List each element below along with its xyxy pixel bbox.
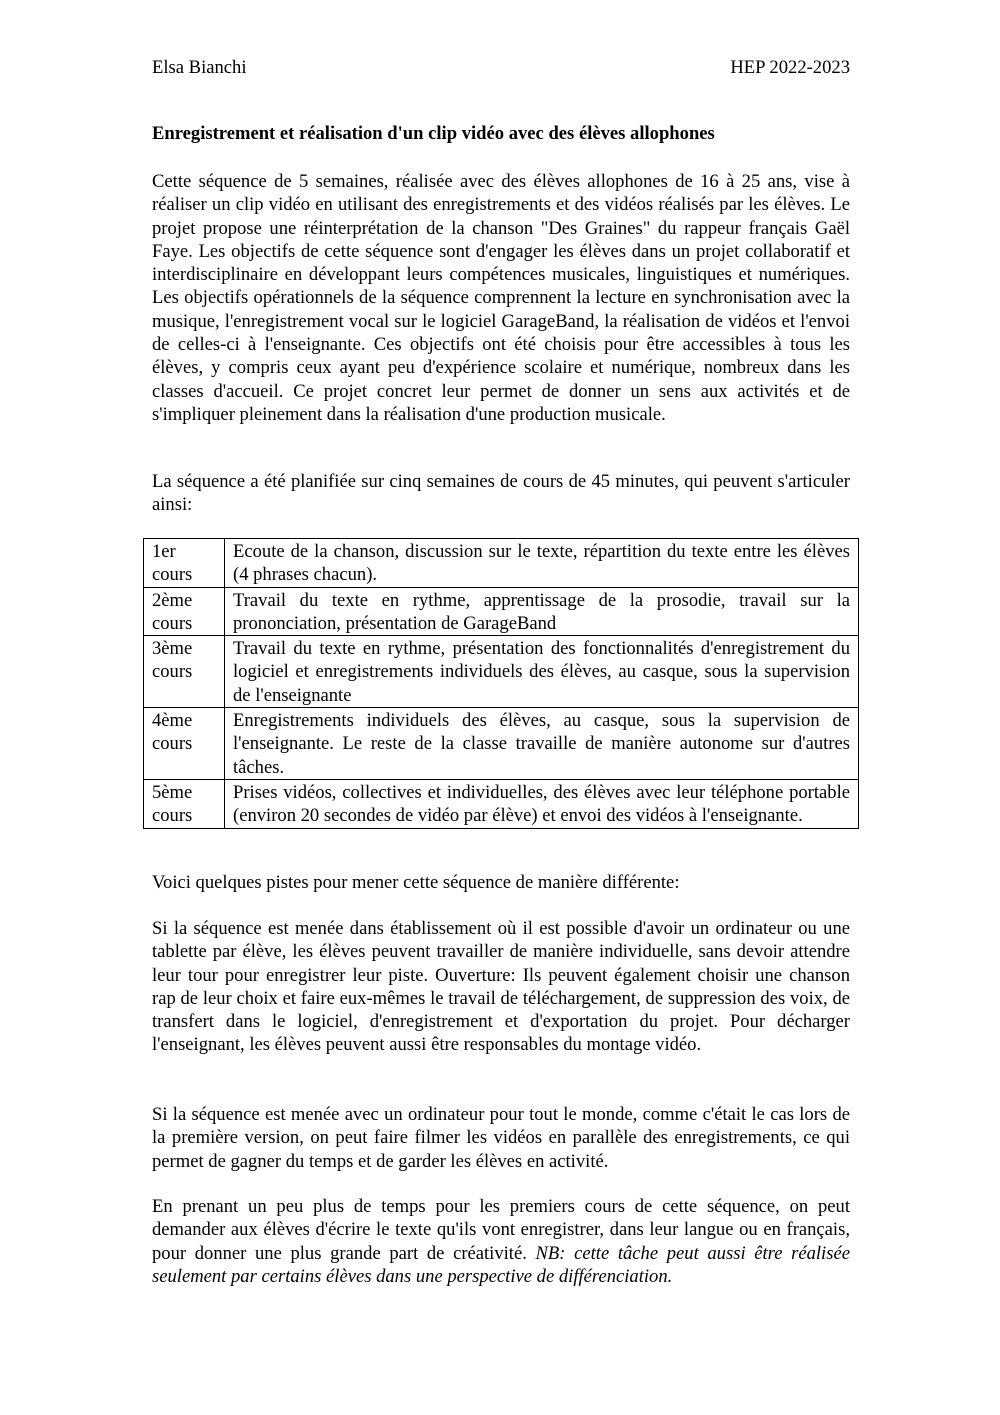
session-content-cell: Prises vidéos, collectives et individuelles, des élèves avec leur téléphone portable (environ 20 secondes de vidéo par élève) et envoi des vidéos à l'enseignante. xyxy=(225,779,859,828)
intro-paragraph: Cette séquence de 5 semaines, réalisée avec des élèves allophones de 16 à 25 ans, vise à réaliser un clip vidéo en utilisant des enregistrements et des vidéos réalisés par les élèves. Le projet propose une réinterprétation de la chanson "Des Graines" du rappeur français Gaël Faye. Les objectifs de cette séquence sont d'engager les élèves dans un projet collaboratif et interdisciplinaire en développant leurs compétences musicales, linguistiques et numériques. Les objectifs opérationnels de la séquence comprennent la lecture en synchronisation avec la musique, l'enregistrement vocal sur le logiciel GarageBand, la réalisation de vidéos et l'envoi de celles-ci à l'enseignante. Ces objectifs ont été choisis pour être accessibles à tous les élèves, y compris ceux ayant peu d'expérience scolaire et numérique, nombreux dans les classes d'accueil. Ce projet concret leur permet de donner un sens aux activités et de s'impliquer pleinement dans la réalisation d'une production musicale. xyxy=(152,171,850,425)
table-row xyxy=(144,539,859,588)
table-row xyxy=(144,587,859,636)
nb-note: NB: cette tâche peut aussi être réalisée seulement par certains élèves dans une perspective de différenciation. xyxy=(152,1242,850,1287)
session-cell: 4ème cours xyxy=(144,708,225,780)
creativity-paragraph xyxy=(152,1195,850,1288)
schedule-table xyxy=(143,538,859,829)
session-content-cell: Travail du texte en rythme, apprentissage de la prosodie, travail sur la prononciation, présentation de GarageBand xyxy=(225,587,859,636)
course-label: HEP 2022-2023 xyxy=(730,57,850,78)
pistes-paragraph: Voici quelques pistes pour mener cette séquence de manière différente: xyxy=(152,872,680,893)
page-header xyxy=(152,56,850,82)
session-content-cell: Travail du texte en rythme, présentation des fonctionnalités d'enregistrement du logiciel et enregistrements individuels des élèves, au casque, sous la supervision de l'enseignante xyxy=(225,636,859,708)
session-cell: 3ème cours xyxy=(144,636,225,708)
author-name: Elsa Bianchi xyxy=(152,57,247,78)
planning-paragraph: La séquence a été planifiée sur cinq semaines de cours de 45 minutes, qui peuvent s'articuler ainsi: xyxy=(152,471,850,516)
session-cell: 1er cours xyxy=(144,539,225,588)
document-title: Enregistrement et réalisation d'un clip vidéo avec des élèves allophones xyxy=(152,123,715,144)
table-row xyxy=(144,779,859,828)
table-row xyxy=(144,636,859,708)
session-cell: 5ème cours xyxy=(144,779,225,828)
table-row xyxy=(144,708,859,780)
session-content-cell: Enregistrements individuels des élèves, au casque, sous la supervision de l'enseignante. Le reste de la classe travaille de manière autonome sur d'autres tâches. xyxy=(225,708,859,780)
individual-work-paragraph: Si la séquence est menée dans établissement où il est possible d'avoir un ordinateur ou une tablette par élève, les élèves peuvent travailler de manière individuelle, sans devoir attendre leur tour pour enregistrer leur piste. Ouverture: Ils peuvent également choisir une chanson rap de leur choix et faire eux-mêmes le travail de téléchargement, de suppression des voix, de transfert dans le logiciel, d'enregistrement et d'exportation du projet. Pour décharger l'enseignant, les élèves peuvent aussi être responsables du montage vidéo. xyxy=(152,918,850,1056)
computer-paragraph: Si la séquence est menée avec un ordinateur pour tout le monde, comme c'était le cas lors de la première version, on peut faire filmer les vidéos en parallèle des enregistrements, ce qui permet de gagner du temps et de garder les élèves en activité. xyxy=(152,1104,850,1172)
session-cell: 2ème cours xyxy=(144,587,225,636)
creativity-text: En prenant un peu plus de temps pour les premiers cours de cette séquence, on peut demander aux élèves d'écrire le texte qu'ils vont enregistrer, dans leur langue ou en français, pour donner une plus grande part de créativité. xyxy=(152,1196,850,1264)
session-content-cell: Ecoute de la chanson, discussion sur le texte, répartition du texte entre les élèves (4 phrases chacun). xyxy=(225,539,859,588)
